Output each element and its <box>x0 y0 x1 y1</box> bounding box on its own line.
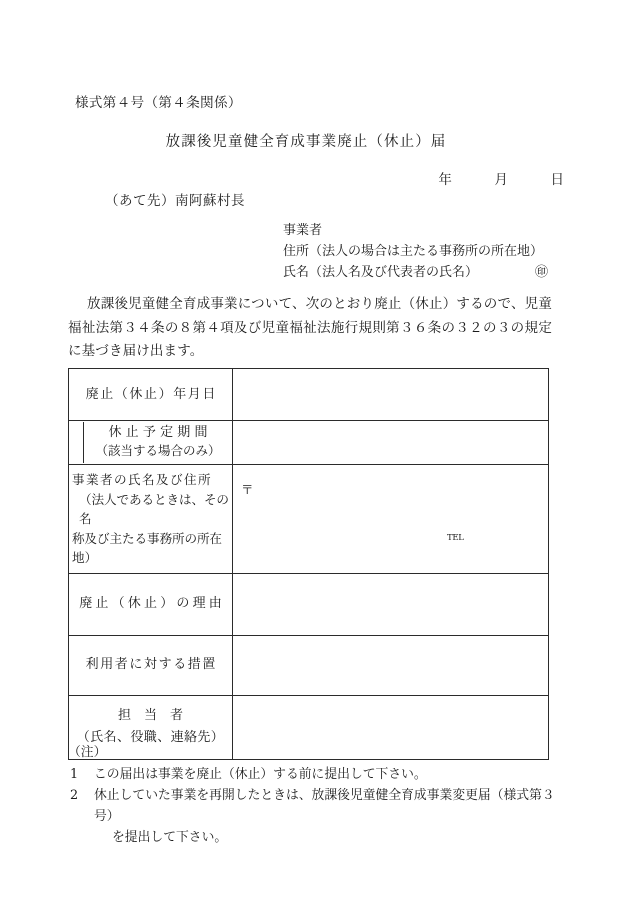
table-row <box>69 635 549 695</box>
body-paragraph <box>68 293 552 364</box>
operator-address-row <box>283 241 543 262</box>
row-label-cell-user-measures <box>69 635 233 695</box>
nested-label-box <box>83 422 232 463</box>
row-value-cell-user-measures[interactable] <box>233 635 549 695</box>
row-label-reason: 廃止（休止）の理由 <box>79 596 225 611</box>
row-label-cell-operator-name-address <box>69 465 233 574</box>
row-value-user-measures <box>233 661 548 669</box>
row-label-operator-name-address-l1: 事業者の氏名及び住所 <box>72 472 212 487</box>
row-label-operator-name-address-l2: （法人であるときは、その名 <box>79 491 229 526</box>
table-row <box>69 369 549 421</box>
postal-code-icon: 〒 <box>241 481 254 497</box>
note-number-1: 1 <box>70 767 79 782</box>
row-label-abolition-date: 廃止（休止）年月日 <box>85 386 217 402</box>
note-text-2-continuation: を提出して下さい。 <box>112 830 228 845</box>
date-month-label: 月 <box>494 172 508 188</box>
row-label-user-measures: 利用者に対する措置 <box>85 657 217 672</box>
addressee: （あて先）南阿蘇村長 <box>105 193 245 209</box>
row-value-abolition-date <box>233 391 548 399</box>
row-label-cell-abolition-date <box>69 369 233 421</box>
note-number-2: 2 <box>70 788 79 803</box>
row-label-suspension-period-note: （該当する場合のみ） <box>95 443 221 458</box>
list-item <box>68 764 568 785</box>
row-label-contact-person: 担当者 <box>117 708 196 723</box>
row-label-operator-name-address-l3: 称及び主たる事務所の所在 <box>72 530 222 546</box>
tel-label: TEL <box>447 532 464 543</box>
note-text-2: 休止していた事業を再開したときは、放課後児童健全育成事業変更届（様式第３号） <box>94 788 555 824</box>
operator-block <box>283 220 549 283</box>
operator-heading <box>283 220 543 241</box>
row-label-cell-reason <box>69 573 233 635</box>
date-line <box>0 168 630 188</box>
row-value-cell-suspension-period[interactable] <box>233 421 549 465</box>
list-item <box>68 785 568 848</box>
row-label-contact-person-note: （氏名、役職、連絡先） <box>76 730 225 745</box>
row-label-operator-name-address-l4: 地） <box>72 550 98 565</box>
date-day-label: 日 <box>550 172 564 188</box>
row-value-cell-abolition-date[interactable] <box>233 369 549 421</box>
row-label-cell-suspension-period <box>69 421 233 465</box>
form-table <box>68 368 549 760</box>
operator-address-label: 住所（法人の場合は主たる事務所の所在地） <box>283 244 544 259</box>
table-row <box>69 573 549 635</box>
date-year-label: 年 <box>438 172 452 188</box>
seal-icon: ㊞ <box>535 265 549 280</box>
table-row <box>69 465 549 574</box>
row-value-contact-person <box>233 723 548 731</box>
note-text-1: この届出は事業を廃止（休止）する前に提出して下さい。 <box>94 767 427 782</box>
page-title: 放課後児童健全育成事業廃止（休止）届 <box>165 134 447 150</box>
notes-section <box>68 742 568 848</box>
notes-heading: （注） <box>68 745 107 760</box>
operator-name-row <box>283 262 549 283</box>
row-value-cell-reason[interactable] <box>233 573 549 635</box>
operator-name-label: 氏名（法人名及び代表者の氏名） <box>283 265 479 280</box>
form-number: 様式第４号（第４条関係） <box>75 95 242 111</box>
row-label-suspension-period: 休止予定期間 <box>108 425 212 440</box>
table-row <box>69 421 549 465</box>
operator-heading-label: 事業者 <box>283 223 323 238</box>
row-value-suspension-period <box>233 439 548 447</box>
row-value-reason <box>233 600 548 608</box>
body-paragraph-text: 放課後児童健全育成事業について、次のとおり廃止（休止）するので、児童福祉法第３４条の８第４項及び児童福祉法施行規則第３６条の３２の３の規定に基づき届け出ます。 <box>68 296 552 359</box>
row-value-cell-operator-name-address[interactable] <box>233 465 549 574</box>
